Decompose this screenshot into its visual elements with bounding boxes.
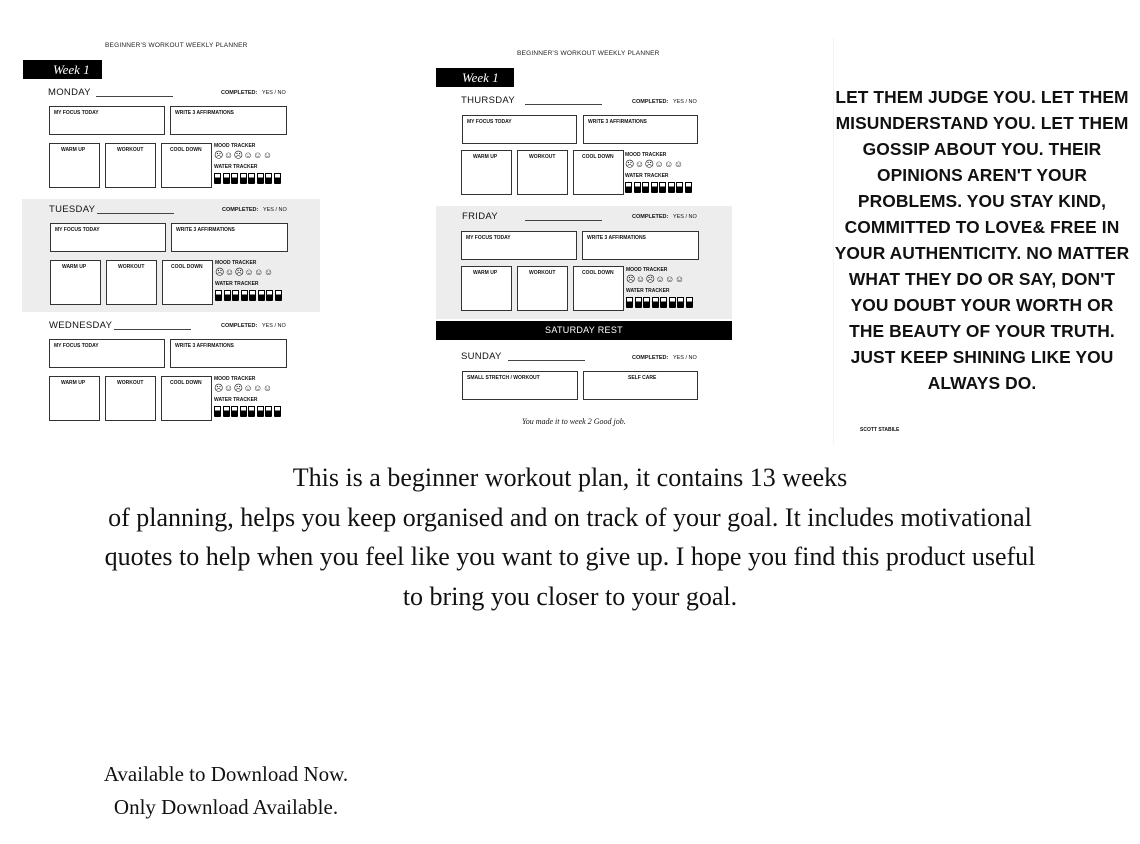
water-tracker-label: WATER TRACKER bbox=[214, 164, 258, 170]
day-line bbox=[114, 329, 191, 330]
mood-faces: ☹☺☹☺☺☺ bbox=[214, 150, 273, 160]
warmup-box bbox=[461, 266, 512, 311]
water-cup bbox=[275, 290, 282, 301]
water-cup bbox=[626, 297, 633, 308]
focus-box bbox=[462, 115, 577, 144]
workout-box bbox=[517, 266, 568, 311]
water-cup bbox=[240, 406, 247, 417]
warmup-label: WARM UP bbox=[473, 270, 498, 276]
warmup-box bbox=[49, 143, 100, 188]
completed-status: COMPLETED: YES / NO bbox=[632, 355, 697, 361]
water-cup bbox=[215, 290, 222, 301]
day-line bbox=[508, 360, 585, 361]
water-cup bbox=[642, 182, 649, 193]
focus-box bbox=[50, 223, 166, 252]
day-section-thursday bbox=[434, 90, 732, 200]
affirmations-box bbox=[171, 223, 288, 252]
workout-label: WORKOUT bbox=[118, 264, 145, 270]
water-cup bbox=[274, 406, 281, 417]
warmup-box bbox=[50, 260, 101, 305]
planner-title: BEGINNER'S WORKOUT WEEKLY PLANNER bbox=[517, 50, 660, 57]
quote-text: LET THEM JUDGE YOU. LET THEM MISUNDERSTAND YOU. LET THEM GOSSIP ABOUT YOU. THEIR OPINIONS AREN'T YOUR PROBLEMS. YOU STAY KIND, COMMITTED TO LOVE& FREE IN YOUR AUTHENTICITY. NO MATTER WHAT THEY DO OR SAY, DON'T YOU DOUBT YOUR WORTH OR THE BEAUTY OF YOUR TRUTH. JUST KEEP SHINING LIKE YOU ALWAYS DO. bbox=[834, 87, 1130, 393]
mood-tracker-label: MOOD TRACKER bbox=[626, 267, 668, 273]
water-cups bbox=[214, 173, 281, 184]
completed-status: COMPLETED: YES / NO bbox=[632, 99, 697, 105]
water-tracker-label: WATER TRACKER bbox=[626, 288, 670, 294]
mood-tracker-label: MOOD TRACKER bbox=[214, 376, 256, 382]
water-cup bbox=[241, 290, 248, 301]
water-cup bbox=[634, 182, 641, 193]
completed-status: COMPLETED: YES / NO bbox=[221, 90, 286, 96]
water-cup bbox=[668, 182, 675, 193]
stretch-label: SMALL STRETCH / WORKOUT bbox=[467, 375, 540, 381]
stretch-box bbox=[462, 371, 578, 400]
affirmations-label: WRITE 3 AFFIRMATIONS bbox=[587, 235, 646, 241]
water-cup bbox=[224, 290, 231, 301]
water-cup bbox=[266, 290, 273, 301]
water-cups bbox=[215, 290, 282, 301]
planner-page-left bbox=[22, 38, 322, 438]
warmup-box bbox=[49, 376, 100, 421]
day-name: FRIDAY bbox=[462, 211, 498, 222]
water-tracker-label: WATER TRACKER bbox=[215, 281, 259, 287]
water-cup bbox=[659, 182, 666, 193]
affirmations-box bbox=[583, 115, 698, 144]
water-cup bbox=[214, 406, 221, 417]
mood-faces: ☹☺☹☺☺☺ bbox=[625, 159, 684, 169]
water-cup bbox=[257, 406, 264, 417]
description-line: to bring you closer to your goal. bbox=[402, 581, 738, 611]
water-cup bbox=[265, 406, 272, 417]
day-line bbox=[97, 213, 174, 214]
cooldown-label: COOL DOWN bbox=[170, 147, 202, 153]
mood-tracker-label: MOOD TRACKER bbox=[215, 260, 257, 266]
water-cup bbox=[643, 297, 650, 308]
mood-tracker-label: MOOD TRACKER bbox=[214, 143, 256, 149]
water-tracker-label: WATER TRACKER bbox=[625, 173, 669, 179]
warmup-box bbox=[461, 150, 512, 195]
water-cup bbox=[652, 297, 659, 308]
water-cup bbox=[676, 182, 683, 193]
workout-label: WORKOUT bbox=[117, 380, 144, 386]
day-section-tuesday bbox=[22, 199, 320, 312]
self-care-label: SELF CARE bbox=[628, 375, 657, 381]
day-line bbox=[96, 96, 173, 97]
day-name: SUNDAY bbox=[461, 351, 502, 362]
water-cups bbox=[214, 406, 281, 417]
water-cups bbox=[625, 182, 692, 193]
completed-status: COMPLETED: YES / NO bbox=[632, 214, 697, 220]
mood-tracker-label: MOOD TRACKER bbox=[625, 152, 667, 158]
affirmations-label: WRITE 3 AFFIRMATIONS bbox=[175, 110, 234, 116]
workout-label: WORKOUT bbox=[529, 270, 556, 276]
day-name: WEDNESDAY bbox=[49, 320, 113, 331]
water-cup bbox=[686, 297, 693, 308]
planner-page-middle bbox=[434, 45, 734, 440]
water-cup bbox=[669, 297, 676, 308]
day-name: TUESDAY bbox=[49, 204, 96, 215]
water-cup bbox=[223, 406, 230, 417]
affirmations-label: WRITE 3 AFFIRMATIONS bbox=[588, 119, 647, 125]
water-cup bbox=[274, 173, 281, 184]
water-cups bbox=[626, 297, 693, 308]
workout-box bbox=[105, 143, 156, 188]
day-section-sunday bbox=[434, 343, 732, 403]
availability-line: Available to Download Now. bbox=[103, 762, 349, 786]
completed-status: COMPLETED: YES / NO bbox=[221, 323, 286, 329]
water-cup bbox=[677, 297, 684, 308]
focus-box bbox=[49, 106, 165, 135]
water-cup bbox=[265, 173, 272, 184]
focus-label: MY FOCUS TODAY bbox=[55, 227, 100, 233]
product-description bbox=[0, 458, 1140, 616]
water-cup bbox=[660, 297, 667, 308]
availability-line: Only Download Available. bbox=[113, 795, 339, 819]
mood-faces: ☹☺☹☺☺☺ bbox=[214, 383, 273, 393]
water-cup bbox=[214, 173, 221, 184]
quote-author: SCOTT STABILE bbox=[860, 427, 900, 433]
description-line: This is a beginner workout plan, it contains 13 weeks bbox=[292, 463, 848, 492]
week-label: Week 1 bbox=[436, 68, 514, 87]
water-cup bbox=[232, 290, 239, 301]
warmup-label: WARM UP bbox=[61, 147, 86, 153]
water-cup bbox=[258, 290, 265, 301]
water-cup bbox=[651, 182, 658, 193]
focus-label: MY FOCUS TODAY bbox=[54, 343, 99, 349]
water-cup bbox=[231, 173, 238, 184]
warmup-label: WARM UP bbox=[61, 380, 86, 386]
focus-box bbox=[461, 231, 577, 260]
day-section-wednesday bbox=[22, 316, 320, 428]
water-cup bbox=[240, 173, 247, 184]
week-label: Week 1 bbox=[23, 60, 102, 79]
saturday-rest-bar: SATURDAY REST bbox=[436, 321, 732, 340]
self-care-box bbox=[583, 371, 698, 400]
cooldown-label: COOL DOWN bbox=[170, 380, 202, 386]
warmup-label: WARM UP bbox=[62, 264, 87, 270]
quote-panel bbox=[833, 38, 1130, 444]
affirmations-label: WRITE 3 AFFIRMATIONS bbox=[175, 343, 234, 349]
affirmations-box bbox=[170, 106, 287, 135]
cooldown-box bbox=[161, 143, 212, 188]
description-line: of planning, helps you keep organised and on track of your goal. It includes motivational bbox=[108, 502, 1032, 532]
cooldown-label: COOL DOWN bbox=[171, 264, 203, 270]
closing-message: You made it to week 2 Good job. bbox=[522, 417, 626, 426]
day-name: MONDAY bbox=[48, 87, 91, 98]
warmup-label: WARM UP bbox=[473, 154, 498, 160]
water-cup bbox=[223, 173, 230, 184]
day-line bbox=[525, 104, 602, 105]
cooldown-label: COOL DOWN bbox=[582, 270, 614, 276]
affirmations-label: WRITE 3 AFFIRMATIONS bbox=[176, 227, 235, 233]
water-cup bbox=[257, 173, 264, 184]
focus-label: MY FOCUS TODAY bbox=[466, 235, 511, 241]
water-cup bbox=[248, 406, 255, 417]
day-section-monday bbox=[22, 82, 320, 194]
workout-box bbox=[517, 150, 568, 195]
mood-faces: ☹☺☹☺☺☺ bbox=[626, 274, 685, 284]
water-cup bbox=[249, 290, 256, 301]
cooldown-box bbox=[161, 376, 212, 421]
focus-label: MY FOCUS TODAY bbox=[467, 119, 512, 125]
affirmations-box bbox=[170, 339, 287, 368]
availability-note bbox=[60, 758, 392, 824]
affirmations-box bbox=[582, 231, 699, 260]
workout-label: WORKOUT bbox=[529, 154, 556, 160]
water-tracker-label: WATER TRACKER bbox=[214, 397, 258, 403]
workout-box bbox=[105, 376, 156, 421]
cooldown-box bbox=[573, 266, 624, 311]
cooldown-label: COOL DOWN bbox=[582, 154, 614, 160]
cooldown-box bbox=[162, 260, 213, 305]
workout-box bbox=[106, 260, 157, 305]
workout-label: WORKOUT bbox=[117, 147, 144, 153]
day-section-friday bbox=[436, 206, 732, 319]
description-line: quotes to help when you feel like you want to give up. I hope you find this product useful bbox=[104, 542, 1036, 571]
focus-label: MY FOCUS TODAY bbox=[54, 110, 99, 116]
focus-box bbox=[49, 339, 165, 368]
day-name: THURSDAY bbox=[461, 95, 515, 106]
planner-title: BEGINNER'S WORKOUT WEEKLY PLANNER bbox=[105, 42, 248, 49]
mood-faces: ☹☺☹☺☺☺ bbox=[215, 267, 274, 277]
water-cup bbox=[685, 182, 692, 193]
cooldown-box bbox=[573, 150, 624, 195]
water-cup bbox=[635, 297, 642, 308]
water-cup bbox=[231, 406, 238, 417]
water-cup bbox=[625, 182, 632, 193]
water-cup bbox=[248, 173, 255, 184]
day-line bbox=[525, 220, 602, 221]
completed-status: COMPLETED: YES / NO bbox=[222, 207, 287, 213]
